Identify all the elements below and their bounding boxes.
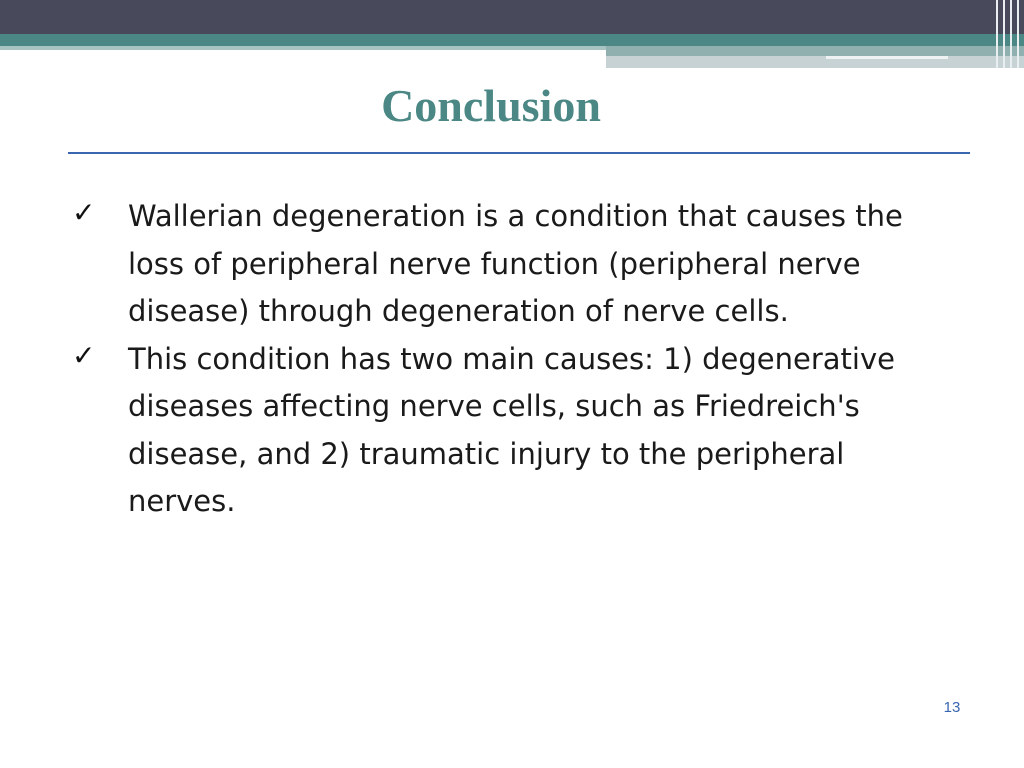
slide-title: Conclusion xyxy=(381,80,601,131)
header-edge-line xyxy=(1017,0,1019,68)
page-number: 13 xyxy=(943,699,961,716)
bullet-item xyxy=(72,193,952,336)
check-icon: ✓ xyxy=(72,338,96,372)
header-light-teal-strip xyxy=(0,46,606,50)
header-grey-strip xyxy=(606,56,1024,68)
header-edge-line xyxy=(996,0,998,68)
bullet-text: Wallerian degeneration is a condition that causes the loss of peripheral nerve function (peripheral nerve disease) through degeneration of nerve cells. xyxy=(128,199,903,328)
header-edge-line xyxy=(1003,0,1005,68)
bullet-item xyxy=(72,336,952,526)
header-step-strip xyxy=(606,46,1024,56)
header-teal-band xyxy=(0,34,1024,46)
bullet-list xyxy=(72,193,952,526)
check-icon: ✓ xyxy=(72,196,96,229)
title-divider xyxy=(68,152,970,154)
header-dark-band xyxy=(0,0,1024,34)
header-grey-line xyxy=(826,56,948,59)
header-edge-line xyxy=(1010,0,1012,68)
bullet-text: This condition has two main causes: 1) degenerative diseases affecting nerve cells, such as Friedreich's disease, and 2) traumatic injury to the peripheral nerves. xyxy=(128,341,895,518)
